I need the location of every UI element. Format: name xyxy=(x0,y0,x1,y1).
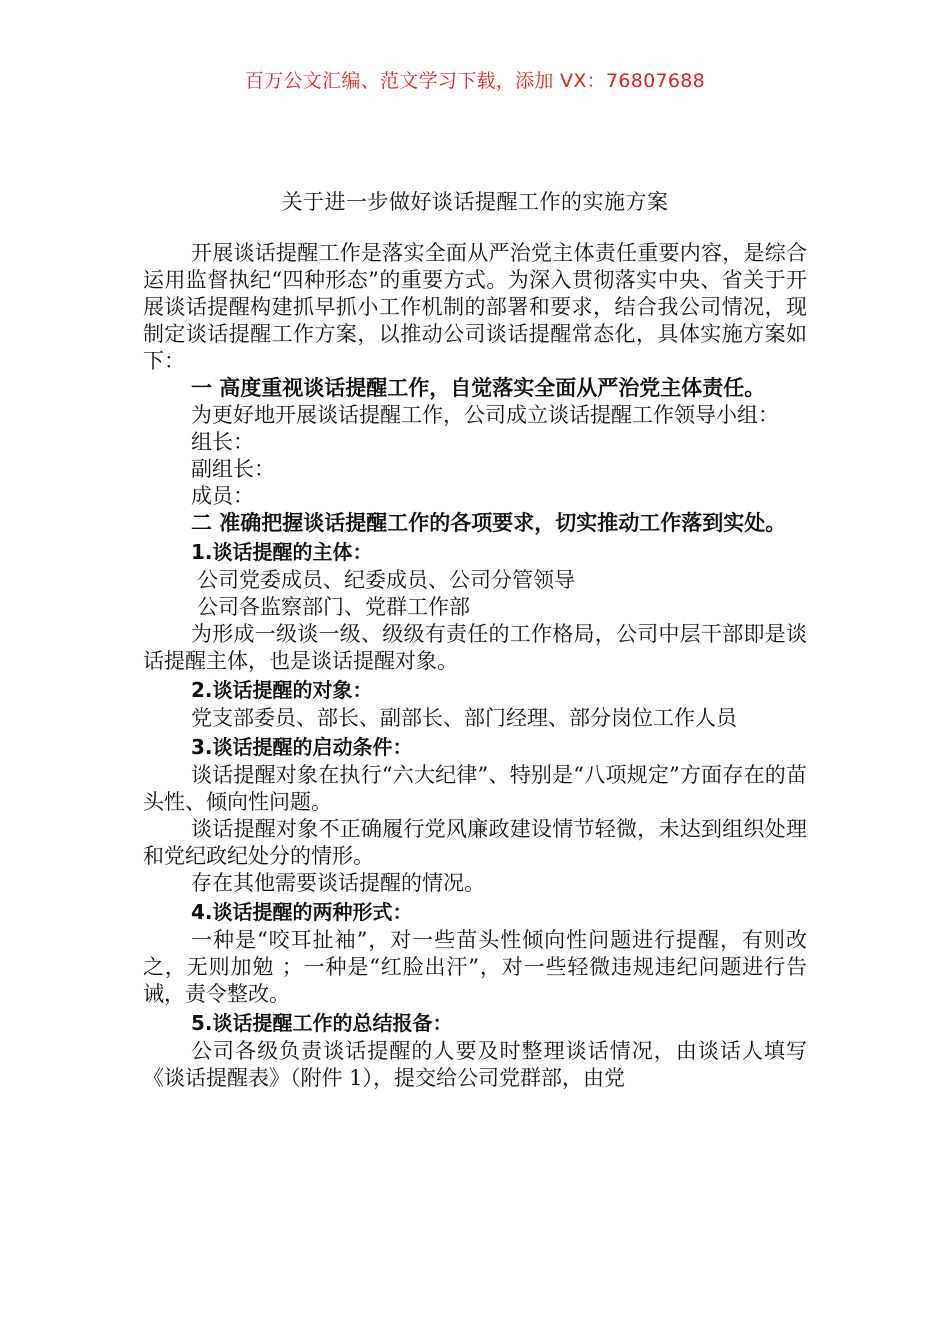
item-1-heading: 1.谈话提醒的主体： xyxy=(191,540,373,564)
item-2-heading: 2.谈话提醒的对象： xyxy=(191,678,373,702)
section-2-heading: 二 准确把握谈话提醒工作的各项要求，切实推动工作落到实处。 xyxy=(191,511,787,535)
deputy-leader-line: 副组长： xyxy=(191,457,275,481)
header-banner: 百万公文汇编、范文学习下载，添加 VX：76807688 xyxy=(244,70,706,92)
members-line: 成员： xyxy=(191,484,254,508)
item-1-line-2: 公司各监察部门、党群工作部 xyxy=(197,595,470,619)
document-body xyxy=(143,240,807,1092)
leader-line: 组长： xyxy=(191,430,254,454)
item-2-text: 党支部委员、部长、副部长、部门经理、部分岗位工作人员 xyxy=(191,706,737,730)
item-5-heading: 5.谈话提醒工作的总结报备： xyxy=(191,1011,453,1035)
item-1-line-1: 公司党委成员、纪委成员、公司分管领导 xyxy=(197,568,575,592)
item-3-line-2: 谈话提醒对象不正确履行党风廉政建设情节轻微，未达到组织处理和党纪政纪处分的情形。 xyxy=(143,817,807,868)
document-title: 关于进一步做好谈话提醒工作的实施方案 xyxy=(281,190,669,214)
item-4-text: 一种是“咬耳扯袖”，对一些苗头性倾向性问题进行提醒，有则改之，无则加勉 ；一种是“红脸出汗”，对一些轻微违规违纪问题进行告诫，责令整改。 xyxy=(143,928,807,1006)
section-1-text: 为更好地开展谈话提醒工作，公司成立谈话提醒工作领导小组： xyxy=(191,403,779,427)
item-1-line-3: 为形成一级谈一级、级级有责任的工作格局，公司中层干部即是谈话提醒主体，也是谈话提醒对象。 xyxy=(143,622,807,673)
item-4-heading: 4.谈话提醒的两种形式： xyxy=(191,900,413,924)
intro-paragraph: 开展谈话提醒工作是落实全面从严治党主体责任重要内容，是综合运用监督执纪“四种形态”的重要方式。为深入贯彻落实中央、省关于开展谈话提醒构建抓早抓小工作机制的部署和要求，结合我公司情况，现制定谈话提醒工作方案，以推动公司谈话提醒常态化，具体实施方案如下： xyxy=(143,241,807,373)
item-3-line-3: 存在其他需要谈话提醒的情况。 xyxy=(191,871,485,895)
item-3-line-1: 谈话提醒对象在执行“六大纪律”、特别是“八项规定”方面存在的苗头性、倾向性问题。 xyxy=(143,763,807,814)
item-3-heading: 3.谈话提醒的启动条件： xyxy=(191,735,413,759)
item-5-text: 公司各级负责谈话提醒的人要及时整理谈话情况，由谈话人填写《谈话提醒表》（附件 1），提交给公司党群部，由党 xyxy=(143,1039,807,1090)
section-1-heading: 一 高度重视谈话提醒工作，自觉落实全面从严治党主体责任。 xyxy=(191,376,766,400)
